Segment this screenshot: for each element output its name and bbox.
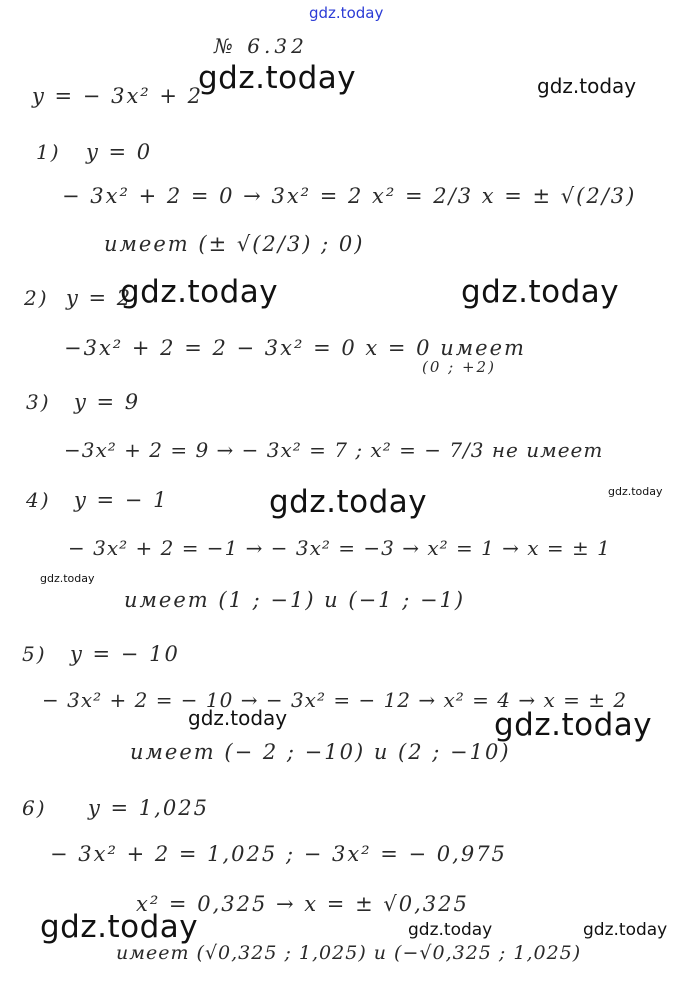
- part-5-condition: y = − 10: [70, 642, 180, 666]
- watermark: gdz.today: [408, 920, 493, 940]
- part-4-condition: y = − 1: [74, 488, 169, 512]
- part-5-line-2: имеет (− 2 ; −10) и (2 ; −10): [130, 740, 511, 764]
- part-1-line-2: имеет (± √(2/3) ; 0): [104, 232, 365, 256]
- part-2-label: 2): [24, 286, 49, 310]
- watermark: gdz.today: [188, 706, 288, 730]
- function-definition: y = − 3x² + 2: [32, 84, 204, 108]
- watermark: gdz.today: [40, 909, 199, 945]
- watermark: gdz.today: [583, 920, 668, 940]
- part-2-line-1: −3x² + 2 = 2 − 3x² = 0 x = 0 имеет: [64, 336, 526, 360]
- part-2-line-2: (0 ; +2): [422, 358, 496, 376]
- part-5-label: 5): [22, 642, 47, 666]
- watermark: gdz.today: [198, 60, 357, 96]
- part-6-condition: y = 1,025: [88, 796, 209, 820]
- watermark: gdz.today: [120, 274, 279, 310]
- part-4-line-2: имеет (1 ; −1) и (−1 ; −1): [124, 588, 466, 612]
- part-3-label: 3): [26, 390, 51, 414]
- part-1-condition: y = 0: [86, 140, 153, 164]
- part-3-line-1: −3x² + 2 = 9 → − 3x² = 7 ; x² = − 7/3 не имеет: [64, 438, 604, 462]
- part-5-line-1: − 3x² + 2 = − 10 → − 3x² = − 12 → x² = 4 → x = ± 2: [42, 688, 628, 712]
- watermark: gdz.today: [537, 74, 637, 98]
- part-2-condition: y = 2: [66, 286, 133, 310]
- part-1-line-1: − 3x² + 2 = 0 → 3x² = 2 x² = 2/3 x = ± √(2/3): [62, 184, 637, 208]
- part-6-line-1: − 3x² + 2 = 1,025 ; − 3x² = − 0,975: [50, 842, 507, 866]
- watermark: gdz.today: [269, 484, 428, 520]
- watermark: gdz.today: [461, 274, 620, 310]
- problem-number: № 6.32: [214, 34, 308, 58]
- part-4-line-1: − 3x² + 2 = −1 → − 3x² = −3 → x² = 1 → x = ± 1: [68, 536, 611, 560]
- part-4-label: 4): [26, 488, 51, 512]
- part-6-label: 6): [22, 796, 47, 820]
- part-1-label: 1): [36, 140, 61, 164]
- watermark: gdz.today: [40, 572, 95, 585]
- top-watermark: gdz.today: [309, 4, 384, 22]
- watermark: gdz.today: [608, 485, 663, 498]
- part-3-condition: y = 9: [74, 390, 141, 414]
- part-6-line-3: имеет (√0,325 ; 1,025) и (−√0,325 ; 1,025): [116, 942, 582, 964]
- part-6-line-2: x² = 0,325 → x = ± √0,325: [136, 892, 469, 916]
- watermark: gdz.today: [494, 707, 653, 743]
